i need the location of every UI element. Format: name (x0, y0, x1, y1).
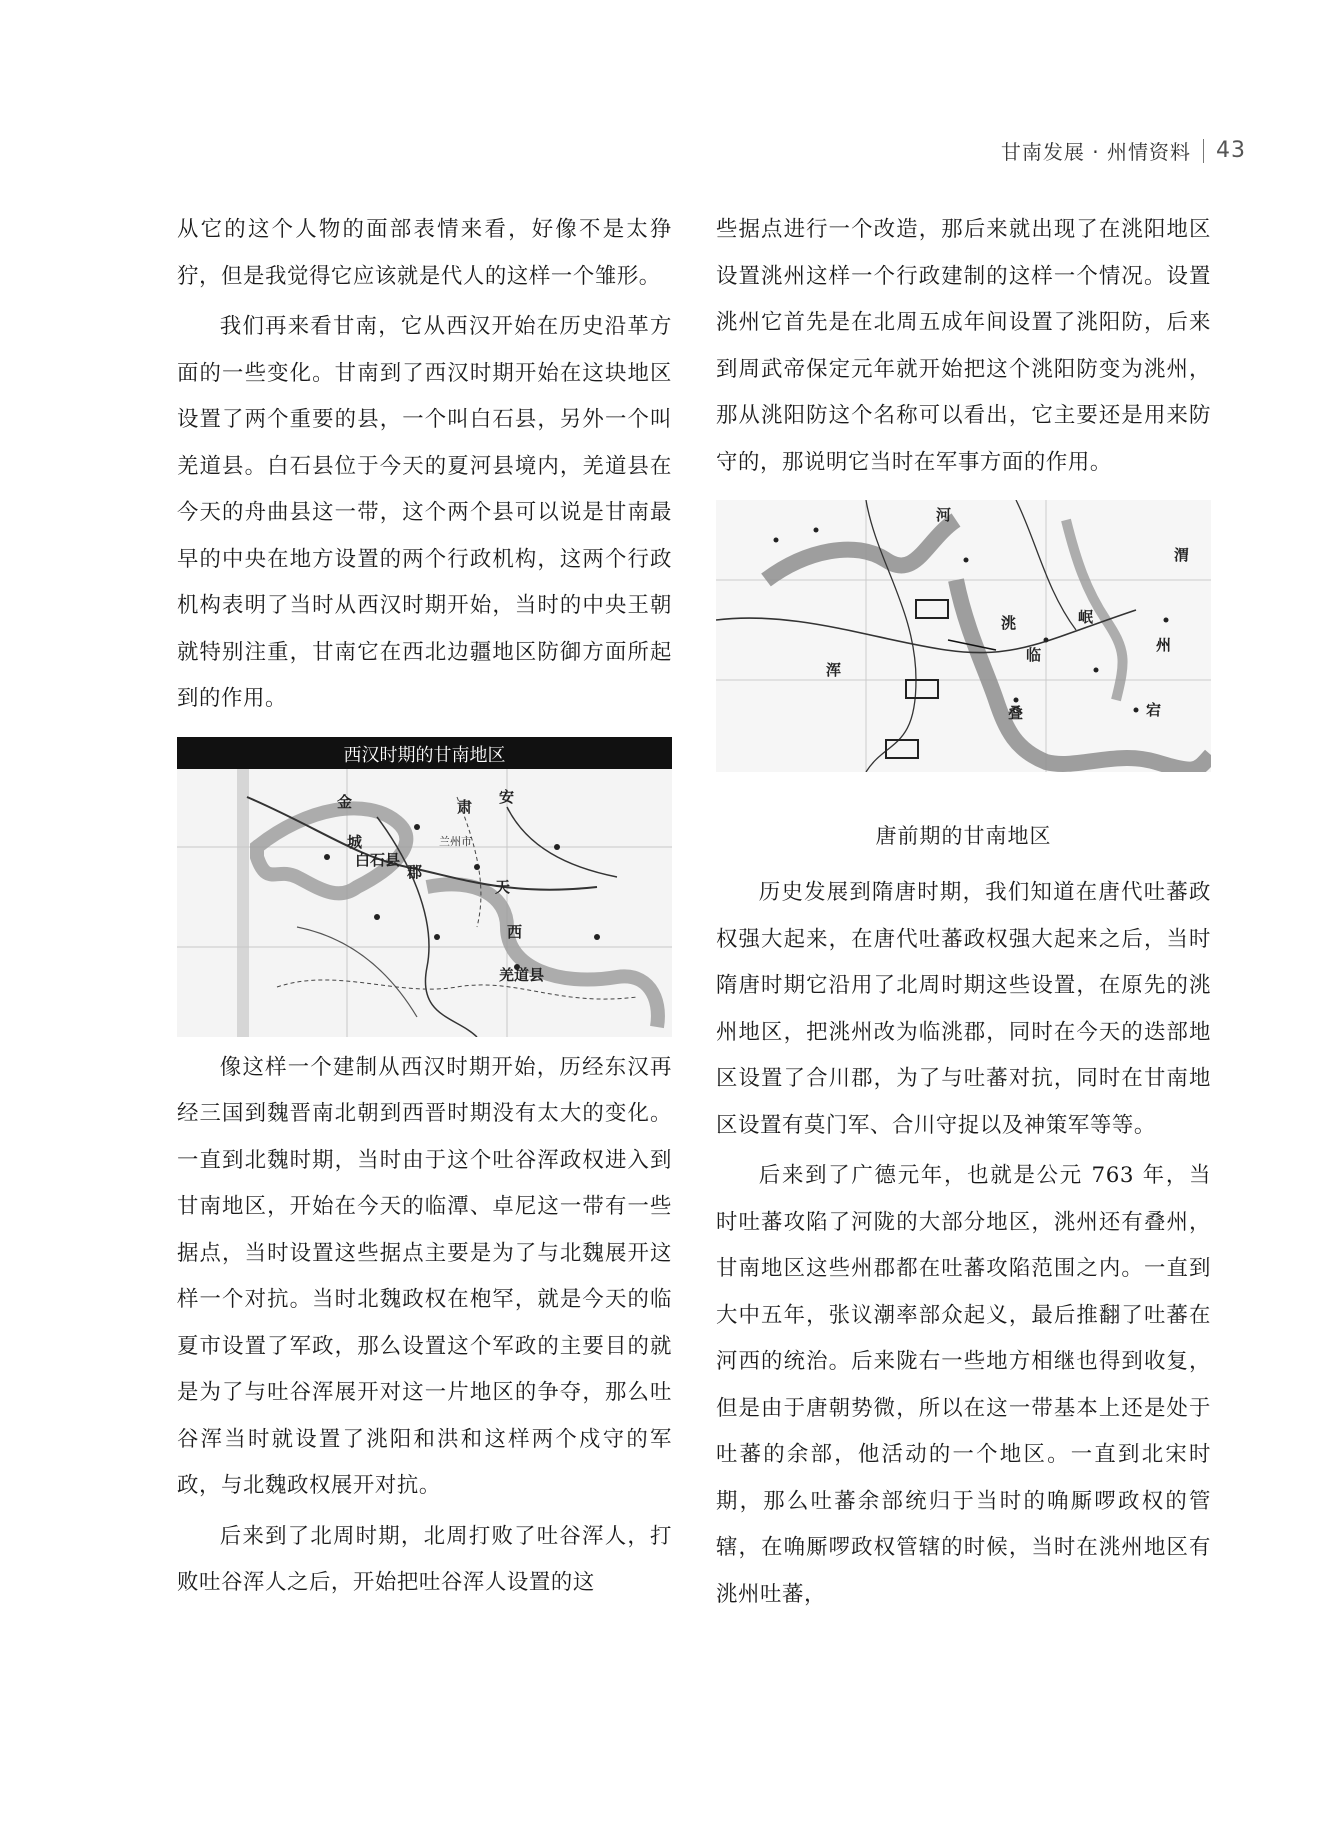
label-tao: 洮 (1001, 614, 1017, 632)
header-title: 甘南发展 · 州情资料 (1000, 140, 1191, 164)
label-baishi: 白石县 (355, 850, 401, 869)
figure-caption: 唐前期的甘南地区 (875, 824, 1052, 848)
figure-title: 西汉时期的甘南地区 (343, 744, 506, 766)
label-he: 河 (936, 506, 952, 524)
paragraph: 后来到了北周时期，北周打败了吐谷浑人，打败吐谷浑人之后，开始把吐谷浑人设置的这 (177, 1523, 672, 1595)
label-xi: 西 (507, 922, 523, 941)
right-column (716, 207, 1211, 1618)
page-number: 43 (1216, 138, 1246, 163)
running-header (1001, 136, 1246, 165)
label-su: 肃 (457, 797, 473, 816)
label-jun: 郡 (407, 862, 423, 881)
label-cheng: 城 (347, 832, 363, 851)
paragraph: 些据点进行一个改造，那后来就出现了在洮阳地区设置洮州这样一个行政建制的这样一个情况。设置洮州它首先是在北周五成年间设置了洮阳防，后来到周武帝保定元年就开始把这个洮阳防变为洮州，那从洮阳防这个名称可以看出，它主要还是用来防守的，那说明它当时在军事方面的作用。 (716, 217, 1211, 475)
paragraph: 后来到了广德元年，也就是公元 763 年，当时吐蕃攻陷了河陇的大部分地区，洮州还有叠州，甘南地区这些州郡都在吐蕃攻陷范围之内。一直到大中五年，张议潮率部众起义，最后推翻了吐蕃在河西的统治。后来陇右一些地方相继也得到收复，但是由于唐朝势微，所以在这一带基本上还是处于吐蕃的余部，他活动的一个地区。一直到北宋时期，那么吐蕃余部统归于当时的唃厮啰政权的管辖，在唃厮啰政权管辖的时候，当时在洮州地区有洮州吐蕃， (716, 1163, 1211, 1607)
paragraph: 我们再来看甘南，它从西汉开始在历史沿革方面的一些变化。甘南到了西汉时期开始在这块地区设置了两个重要的县，一个叫白石县，另外一个叫羌道县。白石县位于今天的夏河县境内，羌道县在今天的舟曲县这一带，这个两个县可以说是甘南最早的中央在地方设置的两个行政机构，这两个行政机构表明了当时从西汉时期开始，当时的中央王朝就特别注重，甘南它在西北边疆地区防御方面所起到的作用。 (177, 314, 672, 711)
label-jin: 金 (337, 792, 353, 811)
figure-title-bar (177, 737, 672, 769)
header-divider (1203, 139, 1204, 163)
label-lanzhou: 兰州市 (439, 834, 472, 848)
label-tian: 天 (495, 877, 511, 896)
label-qiangdao: 羌道县 (499, 965, 545, 984)
label-die: 叠 (1008, 704, 1024, 722)
paragraph: 像这样一个建制从西汉时期开始，历经东汉再经三国到魏晋南北朝到西晋时期没有太大的变化。一直到北魏时期，当时由于这个吐谷浑政权进入到甘南地区，开始在今天的临潭、卓尼这一带有一些据点，当时设置这些据点主要是为了与北魏展开这样一个对抗。当时北魏政权在枹罕，就是今天的临夏市设置了军政，那么设置这个军政的主要目的就是为了与吐谷浑展开对这一片地区的争夺，那么吐谷浑当时就设置了洮阳和洪和这样两个戍守的军政，与北魏政权展开对抗。 (177, 1054, 672, 1498)
map-image (716, 500, 1211, 772)
label-zhou: 州 (1156, 636, 1172, 654)
label-an: 安 (499, 787, 515, 806)
label-wei: 渭 (1174, 546, 1190, 564)
label-lin: 临 (1026, 646, 1042, 664)
label-min: 岷 (1078, 608, 1094, 626)
left-column (177, 207, 672, 1607)
label-hun: 浑 (826, 661, 842, 679)
paragraph: 从它的这个人物的面部表情来看，好像不是太狰狞，但是我觉得它应该就是代人的这样一个雏形。 (177, 217, 672, 289)
map-image (177, 737, 672, 1037)
label-tang: 宕 (1146, 701, 1162, 719)
paragraph: 历史发展到隋唐时期，我们知道在唐代吐蕃政权强大起来，在唐代吐蕃政权强大起来之后，当时隋唐时期它沿用了北周时期这些设置，在原先的洮州地区，把洮州改为临洮郡，同时在今天的迭部地区设置了合川郡，为了与吐蕃对抗，同时在甘南地区设置有莫门军、合川守捉以及神策军等等。 (716, 880, 1211, 1138)
western-han-map-figure (177, 737, 672, 1037)
tang-map-figure (716, 500, 1211, 772)
